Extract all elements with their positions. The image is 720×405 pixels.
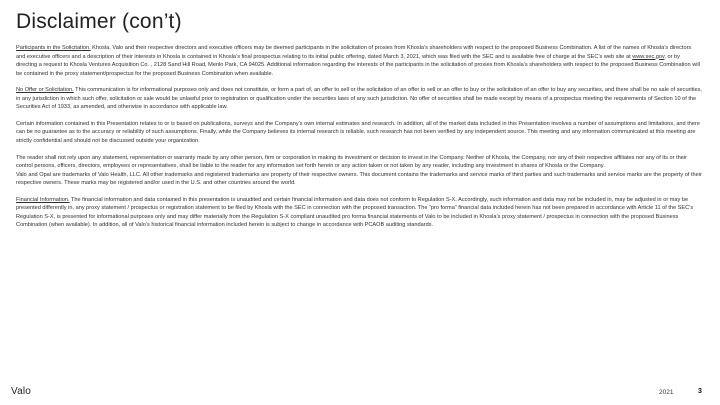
page-title: Disclaimer (con’t) [16, 10, 182, 33]
paragraph-trademarks [16, 171, 702, 188]
heading-participants: Participants in the Solicitation. [16, 45, 91, 51]
paragraph-no-offer-text: This communication is for informational purposes only and does not constitute, or form a part of, an offer to sell or the solicitation of an offer to sell or an offer to buy or the solicitation of an offer to buy any securities, and there shall be no sale of securities, in any jurisdiction in which such offer, solicitation or sale would be unlawful prior to registration or qualification under the securities laws of any such jurisdiction. No offer of securities shall be made except by means of a prospectus meeting the requirements of Section 10 of the Securities Act of 1933, as amended, and otherwise in accordance with applicable law. [16, 87, 702, 111]
paragraph-no-offer [16, 86, 702, 112]
page-number: 3 [698, 388, 702, 395]
paragraph-market-data [16, 120, 702, 146]
heading-financial: Financial Information. [16, 196, 70, 203]
paragraph-financial [16, 196, 702, 230]
heading-no-offer: No Offer or Solicitation. [16, 87, 74, 94]
paragraph-participants-text-b: , or by directing a request to Khosla Ventures Acquisition Co. , 2128 Sand Hill Road, Menlo Park, CA 94025. Additional information regarding the interests of the participants in the solicitation of proxies from Khosla’s shareholders with respect to the proposed Business Combination will be contained in the proxy statement/prospectus for the proposed Business Combination when available. [16, 53, 700, 77]
paragraph-trademarks-text: Valo and Opal are trademarks of Valo Health, LLC. All other trademarks and registered trademarks are property of their respective owners. This document contains the trademarks and service marks of third parties and such trademarks and service marks are the property of their respective owners. These marks may be registered and/or used in the U.S. and other countries around the world. [16, 171, 702, 187]
paragraph-participants-text-a: Khosla, Valo and their respective directors and executive officers may be deemed participants in the solicitation of proxies from Khosla’s shareholders with respect to the proposed Business Combination. A list of the names of Khosla’s directors and executive officers and a description of their interests in Khosla is contained in Khosla’s final prospectus relating to its initial public offering, dated March 3, 2021, which was filed with the SEC and is available free of charge at the SEC’s web site at [16, 45, 692, 60]
sec-link[interactable]: www.sec.gov [632, 53, 665, 60]
paragraph-market-data-text: Certain information contained in this Presentation relates to or is based on publications, surveys and the Company’s own internal estimates and research. In addition, all of the market data included in this Presentation involves a number of assumptions and limitations, and there can be no guarantee as to the accuracy or reliability of such assumptions. Finally, while the Company believes its internal research is reliable, such research has not been verified by any independent source. This meeting and any information communicated at this meeting are strictly confidential and should not be discussed outside your organization. [16, 120, 700, 144]
footer-year: 2021 [659, 389, 674, 396]
paragraph-financial-text: The financial information and data contained in this presentation is unaudited and certain financial information and data does not conform to Regulation S-X. Accordingly, such information and data may not be included in, may be adjusted in or may be presented differently in, any proxy statement / prospectus or registration statement to be filed by Khosla with the SEC in connection with the proposed transaction. The “pro forma” financial data included herein has not been prepared in accordance with Article 11 of the SEC’s Regulation S-X, is presented for informational purposes only and may differ materially from the Regulation S-X compliant unaudited pro forma financial statements of Valo to be included in Khosla’s proxy statement / prospectus in connection with the proposed Business Combination (when available). In addition, all of Valo’s historical financial information included herein is subject to change in accordance with PCAOB auditing standards. [16, 196, 694, 229]
valo-logo: Valo [11, 386, 32, 397]
paragraph-participants [16, 44, 702, 78]
disclaimer-body [16, 44, 702, 238]
paragraph-reliance-text: The reader shall not rely upon any statement, representation or warranty made by any other person, firm or corporation in making its investment or decision to invest in the Company. Neither of Khosla, the Company, nor any of their respective affiliates nor any of its or their control persons, officers, directors, employees or representatives, shall be liable to the reader for any information set forth herein or any action taken or not taken by any reader, including any investment in shares of Khosla or the Company. [16, 154, 687, 170]
paragraph-reliance [16, 154, 702, 171]
